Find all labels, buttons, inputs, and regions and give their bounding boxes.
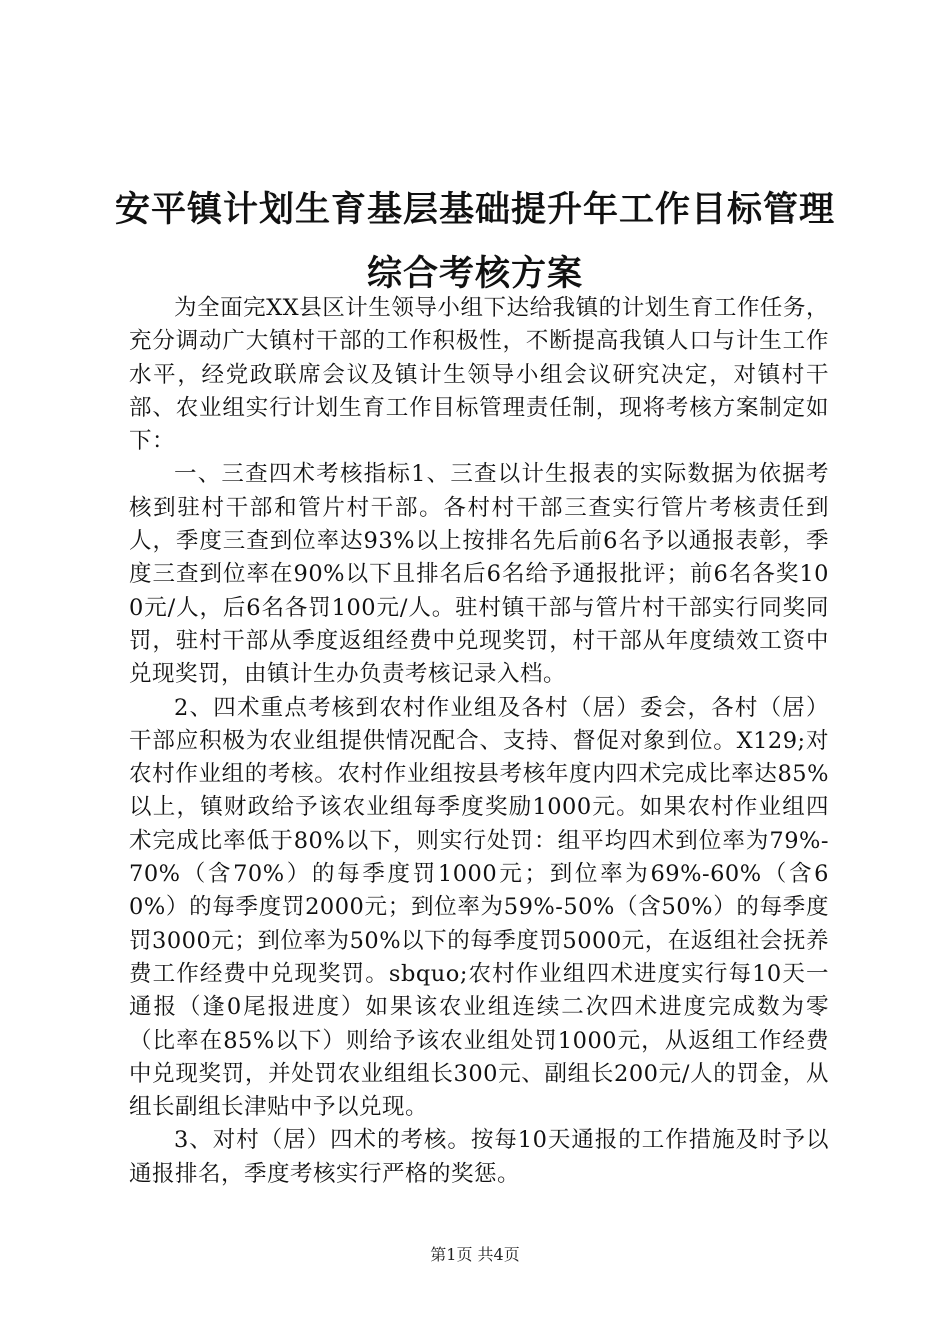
paragraph-section-3: 3、对村（居）四术的考核。按每10天通报的工作措施及时予以通报排名，季度考核实行严格的奖惩。 [129,1127,829,1187]
document-title [60,178,890,306]
paragraph-intro: 为全面完XX县区计生领导小组下达给我镇的计划生育工作任务，充分调动广大镇村干部的工作积极性，不断提高我镇人口与计生工作水平，经党政联席会议及镇计生领导小组会议研究决定，对镇村干部、农业组实行计划生育工作目标管理责任制，现将考核方案制定如下： [129,295,829,455]
paragraph-section-2: 2、四术重点考核到农村作业组及各村（居）委会，各村（居）干部应积极为农业组提供情况配合、支持、督促对象到位。X129;对农村作业组的考核。农村作业组按县考核年度内四术完成比率达85%以上，镇财政给予该农业组每季度奖励1000元。如果农村作业组四术完成比率低于80%以下，则实行处罚：组平均四术到位率为79%-70%（含70%）的每季度罚1000元；到位率为69%-60%（含60%）的每季度罚2000元；到位率为59%-50%（含50%）的每季度罚3000元；到位率为50%以下的每季度罚5000元，在返组社会抚养费工作经费中兑现奖罚。sbquo;农村作业组四术进度实行每10天一通报（逢0尾报进度）如果该农业组连续二次四术进度完成数为零（比率在85%以下）则给予该农业组处罚1000元，从返组工作经费中兑现奖罚，并处罚农业组组长300元、副组长200元/人的罚金，从组长副组长津贴中予以兑现。 [129,694,829,1121]
paragraph-section-1: 一、三查四术考核指标1、三查以计生报表的实际数据为依据考核到驻村干部和管片村干部。各村村干部三查实行管片考核责任到人，季度三查到位率达93%以上按排名先后前6名予以通报表彰，季度三查到位率在90%以下且排名后6名给予通报批评；前6名各奖100元/人，后6名各罚100元/人。驻村镇干部与管片村干部实行同奖同罚，驻村干部从季度返组经费中兑现奖罚，村干部从年度绩效工资中兑现奖罚，由镇计生办负责考核记录入档。 [129,461,829,688]
title-line-2: 综合考核方案 [366,253,583,294]
page-number-footer: 第1页 共4页 [430,1245,520,1264]
document-body [129,292,829,1191]
title-line-1: 安平镇计划生育基层基础提升年工作目标管理 [114,189,835,230]
